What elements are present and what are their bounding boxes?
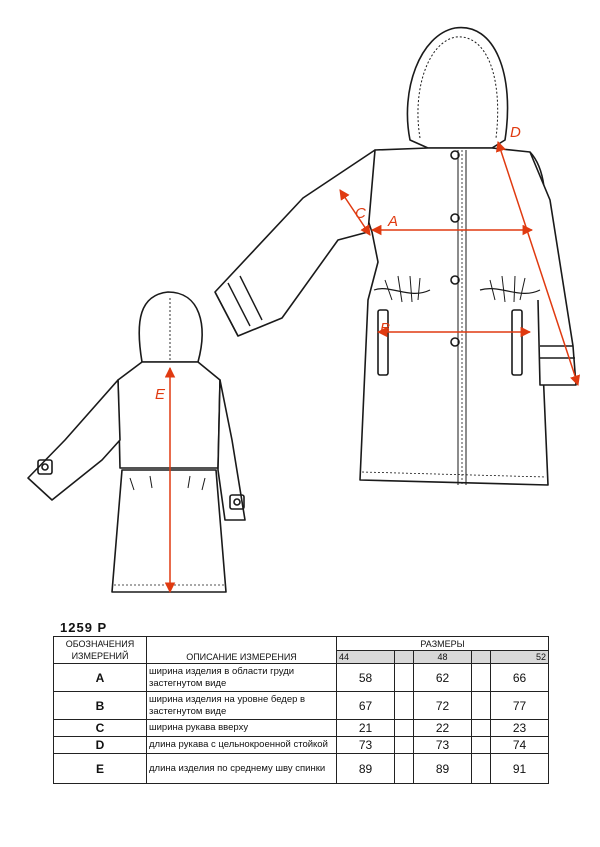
row-desc: длина изделия по среднему шву спинки	[147, 754, 337, 784]
front-hood	[407, 28, 507, 148]
row-code: A	[54, 664, 147, 692]
col-code-header: ОБОЗНАЧЕНИЯ ИЗМЕРЕНИЙ	[54, 637, 147, 664]
row-val-48: 72	[414, 692, 472, 720]
row-val-44: 73	[337, 737, 395, 754]
row-code: D	[54, 737, 147, 754]
row-code: B	[54, 692, 147, 720]
sizes-header: РАЗМЕРЫ	[337, 637, 549, 651]
label-a: A	[388, 213, 399, 230]
row-desc: длина рукава с цельнокроенной стойкой	[147, 737, 337, 754]
row-desc: ширина изделия на уровне бедер в застегнутом виде	[147, 692, 337, 720]
model-number: 1259 Р	[60, 620, 108, 635]
row-val-48: 73	[414, 737, 472, 754]
label-c: C	[355, 205, 366, 222]
front-view	[215, 28, 576, 485]
row-val-52: 91	[491, 754, 549, 784]
back-view	[28, 292, 245, 592]
label-e: E	[155, 386, 166, 403]
table-row	[54, 737, 549, 754]
table-row	[54, 692, 549, 720]
size-header-52: 52	[491, 651, 549, 664]
row-val-44: 21	[337, 720, 395, 737]
row-val-52: 74	[491, 737, 549, 754]
row-code: C	[54, 720, 147, 737]
label-b: B	[380, 320, 391, 337]
row-val-44: 58	[337, 664, 395, 692]
col-desc-header: ОПИСАНИЕ ИЗМЕРЕНИЯ	[147, 637, 337, 664]
row-val-52: 77	[491, 692, 549, 720]
size-gap	[395, 651, 414, 664]
row-val-44: 89	[337, 754, 395, 784]
measurement-table	[53, 636, 549, 784]
row-val-52: 66	[491, 664, 549, 692]
table-row	[54, 664, 549, 692]
size-gap	[472, 651, 491, 664]
back-left-sleeve	[28, 380, 120, 500]
row-val-48: 89	[414, 754, 472, 784]
row-val-48: 22	[414, 720, 472, 737]
back-right-sleeve	[218, 380, 245, 520]
back-hood	[139, 292, 202, 362]
size-header-44: 44	[337, 651, 395, 664]
size-header-48: 48	[414, 651, 472, 664]
row-val-48: 62	[414, 664, 472, 692]
table-row	[54, 720, 549, 737]
table-row	[54, 754, 549, 784]
row-val-52: 23	[491, 720, 549, 737]
row-val-44: 67	[337, 692, 395, 720]
label-d: D	[510, 124, 521, 141]
row-desc: ширина изделия в области груди застегнутом виде	[147, 664, 337, 692]
back-lower-body	[112, 470, 226, 592]
row-desc: ширина рукава вверху	[147, 720, 337, 737]
back-yoke	[118, 362, 220, 468]
row-code: E	[54, 754, 147, 784]
front-left-sleeve	[215, 150, 375, 336]
